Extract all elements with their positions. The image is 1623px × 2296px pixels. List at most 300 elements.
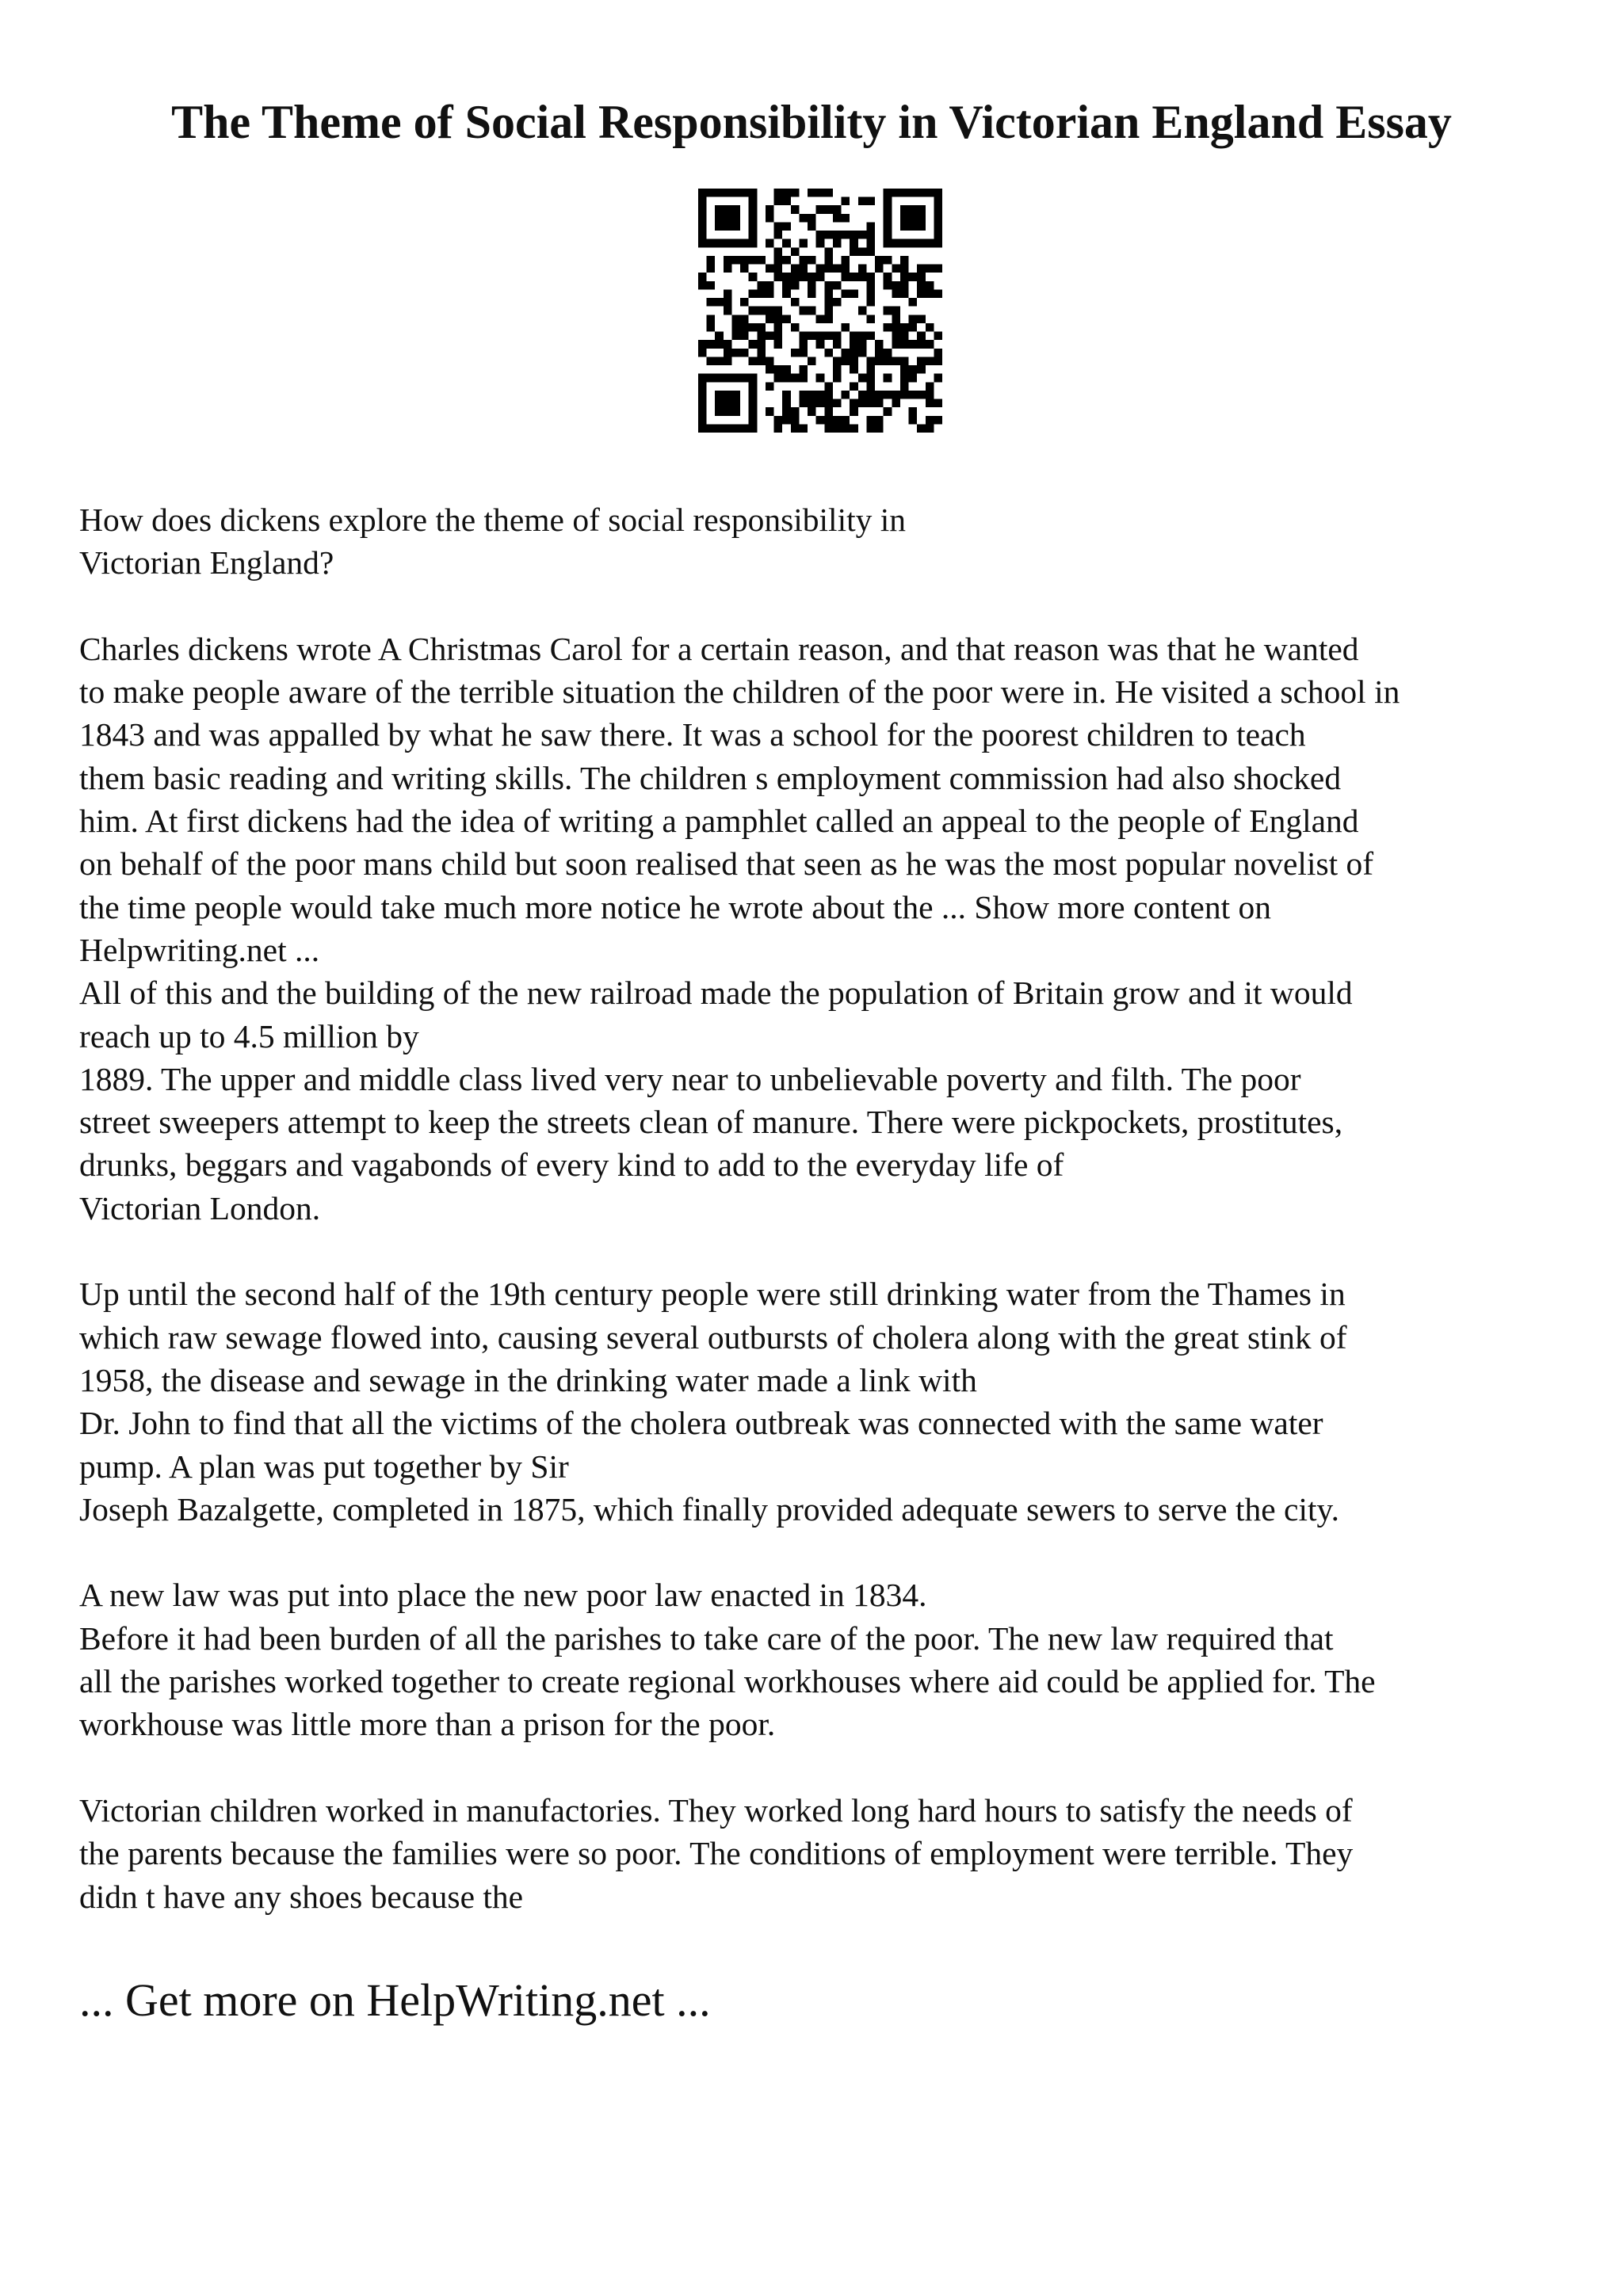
qr-module (698, 214, 707, 223)
qr-module (715, 340, 724, 349)
paragraph-line: street sweepers attempt to keep the streets clean of manure. There were pickpockets, prostitutes, (79, 1104, 1343, 1141)
qr-module (749, 214, 758, 223)
qr-module (884, 407, 892, 416)
qr-module (900, 189, 909, 197)
qr-module (791, 323, 800, 332)
qr-module (816, 399, 825, 408)
qr-module (926, 357, 934, 365)
paragraph-line: Up until the second half of the 19th century people were still drinking water from the Thames in (79, 1276, 1346, 1313)
qr-module (850, 399, 858, 408)
qr-module (791, 374, 800, 383)
qr-module (749, 256, 758, 265)
qr-module (866, 298, 875, 307)
qr-module (892, 289, 900, 298)
qr-module (850, 289, 858, 298)
qr-module (757, 256, 766, 265)
qr-module (833, 265, 842, 273)
qr-module (934, 214, 942, 223)
qr-module (698, 231, 707, 239)
qr-module (866, 374, 875, 383)
qr-module (698, 374, 707, 383)
qr-module (884, 374, 892, 383)
qr-module (900, 391, 909, 399)
qr-module (884, 231, 892, 239)
qr-module (715, 298, 724, 307)
qr-module (816, 416, 825, 425)
qr-module (766, 281, 774, 290)
qr-module (808, 307, 816, 315)
qr-module (884, 391, 892, 399)
qr-code-graphic (698, 189, 942, 433)
qr-module (808, 273, 816, 281)
qr-module (824, 256, 833, 265)
qr-module (724, 424, 732, 433)
qr-module (782, 416, 791, 425)
qr-module (724, 222, 732, 231)
essay-body (79, 498, 1585, 1918)
qr-module (884, 357, 892, 365)
qr-module (698, 416, 707, 425)
qr-module (715, 357, 724, 365)
qr-module (724, 239, 732, 248)
qr-module (707, 424, 716, 433)
qr-module (926, 416, 934, 425)
qr-module (892, 399, 900, 408)
qr-module (884, 197, 892, 206)
document-title: The Theme of Social Responsibility in Victorian England Essay (171, 96, 1452, 148)
qr-module (866, 239, 875, 248)
qr-module (774, 374, 783, 383)
qr-module (892, 315, 900, 323)
qr-module (900, 265, 909, 273)
qr-module (900, 214, 909, 223)
qr-module (808, 222, 816, 231)
qr-module (707, 256, 716, 265)
qr-module (766, 239, 774, 248)
qr-module (782, 399, 791, 408)
qr-module (740, 256, 749, 265)
qr-module (934, 374, 942, 383)
qr-module (731, 222, 740, 231)
paragraph-line: the time people would take much more notice he wrote about the ... Show more content on (79, 888, 1271, 925)
qr-module (774, 307, 783, 315)
qr-module (884, 205, 892, 214)
qr-module (850, 357, 858, 365)
qr-module (766, 382, 774, 391)
qr-module (850, 349, 858, 357)
paragraph-line: to make people aware of the terrible situation the children of the poor were in. He visited a school in (79, 673, 1400, 711)
qr-module (749, 391, 758, 399)
qr-module (892, 281, 900, 290)
qr-module (724, 357, 732, 365)
qr-module (724, 391, 732, 399)
qr-module (824, 298, 833, 307)
paragraph-gap (79, 1746, 1585, 1789)
qr-module (858, 231, 867, 239)
qr-module (842, 391, 850, 399)
qr-module (715, 239, 724, 248)
qr-module (884, 307, 892, 315)
qr-module (740, 298, 749, 307)
qr-module (724, 349, 732, 357)
qr-module (799, 399, 808, 408)
qr-module (799, 256, 808, 265)
qr-module (791, 424, 800, 433)
qr-module (900, 382, 909, 391)
qr-module (824, 315, 833, 323)
qr-module (707, 265, 716, 273)
qr-module (740, 424, 749, 433)
qr-module (749, 340, 758, 349)
qr-module (698, 281, 707, 290)
qr-module (917, 265, 926, 273)
qr-module (782, 407, 791, 416)
qr-module (842, 231, 850, 239)
qr-module (900, 323, 909, 332)
qr-module (749, 357, 758, 365)
qr-module (740, 332, 749, 341)
qr-module (917, 273, 926, 281)
qr-module (707, 315, 716, 323)
qr-module (799, 391, 808, 399)
qr-module (824, 407, 833, 416)
qr-module (715, 222, 724, 231)
qr-module (875, 424, 884, 433)
qr-module (892, 357, 900, 365)
qr-module (749, 197, 758, 206)
qr-module (715, 424, 724, 433)
qr-module (833, 424, 842, 433)
qr-module (749, 374, 758, 383)
qr-module (900, 289, 909, 298)
qr-module (749, 189, 758, 197)
qr-module (866, 332, 875, 341)
qr-module (917, 214, 926, 223)
qr-module (731, 256, 740, 265)
qr-module (766, 365, 774, 374)
qr-module (707, 298, 716, 307)
qr-module (866, 222, 875, 231)
paragraph-line: all the parishes worked together to create regional workhouses where aid could be applied for. The (79, 1663, 1376, 1700)
qr-module (900, 273, 909, 281)
qr-module (698, 407, 707, 416)
qr-module (731, 349, 740, 357)
qr-module (850, 382, 858, 391)
qr-module (842, 289, 850, 298)
qr-module (799, 424, 808, 433)
qr-module (909, 214, 918, 223)
qr-module (900, 340, 909, 349)
qr-module (900, 256, 909, 265)
qr-module (724, 289, 732, 298)
qr-module (850, 340, 858, 349)
qr-module (715, 214, 724, 223)
paragraph-line: All of this and the building of the new railroad made the population of Britain grow and it would (79, 974, 1353, 1012)
qr-module (731, 332, 740, 341)
qr-module (917, 222, 926, 231)
qr-module (724, 407, 732, 416)
qr-module (833, 205, 842, 214)
qr-module (707, 340, 716, 349)
qr-module (900, 281, 909, 290)
paragraph-line: Victorian London. (79, 1189, 321, 1226)
qr-module (866, 231, 875, 239)
qr-module (909, 205, 918, 214)
qr-module (782, 391, 791, 399)
qr-module (842, 323, 850, 332)
qr-module (698, 399, 707, 408)
qr-module (799, 349, 808, 357)
qr-module (707, 374, 716, 383)
qr-module (926, 399, 934, 408)
qr-module (782, 189, 791, 197)
qr-module (740, 265, 749, 273)
qr-module (799, 365, 808, 374)
qr-module (926, 265, 934, 273)
qr-module (707, 357, 716, 365)
qr-module (774, 340, 783, 349)
paragraph-line: Dr. John to find that all the victims of the cholera outbreak was connected with the same water (79, 1405, 1323, 1442)
qr-module (917, 189, 926, 197)
qr-module (858, 340, 867, 349)
qr-module (816, 265, 825, 273)
qr-module (909, 365, 918, 374)
qr-module (892, 265, 900, 273)
qr-module (892, 323, 900, 332)
qr-module (884, 256, 892, 265)
qr-module (766, 307, 774, 315)
qr-module (774, 189, 783, 197)
paragraph-line: Joseph Bazalgette, completed in 1875, which finally provided adequate sewers to serve the city. (79, 1490, 1339, 1527)
paragraph-line: drunks, beggars and vagabonds of every kind to add to the everyday life of (79, 1146, 1064, 1184)
qr-module (774, 332, 783, 341)
qr-module (892, 307, 900, 315)
qr-module (749, 307, 758, 315)
qr-module (850, 332, 858, 341)
qr-module (824, 332, 833, 341)
qr-module (875, 265, 884, 273)
qr-module (707, 189, 716, 197)
qr-module (782, 256, 791, 265)
qr-module (850, 273, 858, 281)
qr-module (892, 340, 900, 349)
qr-module (791, 407, 800, 416)
qr-module (766, 205, 774, 214)
paragraph-gap (79, 1531, 1585, 1573)
qr-module (824, 349, 833, 357)
qr-module (791, 273, 800, 281)
qr-module (926, 239, 934, 248)
qr-module (791, 416, 800, 425)
qr-module (766, 265, 774, 273)
qr-module (934, 357, 942, 365)
qr-module (833, 357, 842, 365)
qr-module (900, 222, 909, 231)
qr-module (808, 407, 816, 416)
paragraph-line: Before it had been burden of all the parishes to take care of the poor. The new law required that (79, 1619, 1334, 1657)
qr-module (799, 239, 808, 248)
qr-module (698, 239, 707, 248)
qr-module (866, 416, 875, 425)
qr-module (824, 231, 833, 239)
qr-module (724, 399, 732, 408)
qr-module (909, 239, 918, 248)
qr-module (740, 374, 749, 383)
qr-module (816, 391, 825, 399)
paragraph-gap (79, 1230, 1585, 1272)
qr-module (774, 222, 783, 231)
qr-module (766, 357, 774, 365)
qr-module (766, 315, 774, 323)
qr-module (757, 289, 766, 298)
qr-module (833, 231, 842, 239)
qr-module (850, 239, 858, 248)
qr-module (875, 357, 884, 365)
qr-module (707, 239, 716, 248)
qr-module (909, 298, 918, 307)
qr-module (698, 197, 707, 206)
qr-module (731, 214, 740, 223)
qr-module (934, 265, 942, 273)
qr-module (833, 281, 842, 290)
qr-module (782, 315, 791, 323)
qr-module (724, 265, 732, 273)
qr-module (833, 332, 842, 341)
qr-module (833, 214, 842, 223)
qr-module (740, 323, 749, 332)
qr-module (774, 424, 783, 433)
qr-module (892, 391, 900, 399)
qr-module (749, 205, 758, 214)
qr-module (850, 247, 858, 256)
qr-module (740, 239, 749, 248)
qr-module (715, 391, 724, 399)
qr-module (698, 222, 707, 231)
get-more-link[interactable]: ... Get more on HelpWriting.net ... (79, 1974, 711, 2026)
qr-module (774, 197, 783, 206)
qr-module (866, 365, 875, 374)
qr-module (782, 289, 791, 298)
qr-module (757, 332, 766, 341)
qr-module (833, 416, 842, 425)
qr-module (757, 349, 766, 357)
qr-module (850, 365, 858, 374)
qr-module (749, 323, 758, 332)
qr-module (842, 424, 850, 433)
paragraph-gap (79, 585, 1585, 627)
paragraph-line: which raw sewage flowed into, causing several outbursts of cholera along with the great stink of (79, 1318, 1347, 1356)
qr-module (909, 407, 918, 416)
qr-module (917, 424, 926, 433)
qr-module (774, 365, 783, 374)
qr-module (892, 239, 900, 248)
qr-module (824, 281, 833, 290)
qr-module (824, 399, 833, 408)
paragraph-line: the parents because the families were so poor. The conditions of employment were terrible. They (79, 1835, 1354, 1872)
paragraph-line: 1958, the disease and sewage in the drinking water made a link with (79, 1361, 977, 1398)
qr-module (816, 231, 825, 239)
qr-module (884, 281, 892, 290)
qr-module (791, 298, 800, 307)
qr-module (917, 365, 926, 374)
qr-module (917, 281, 926, 290)
qr-module (774, 265, 783, 273)
qr-module (833, 399, 842, 408)
qr-module (934, 189, 942, 197)
qr-module (824, 424, 833, 433)
qr-module (900, 374, 909, 383)
qr-module (824, 382, 833, 391)
qr-module (816, 332, 825, 341)
qr-module (858, 374, 867, 383)
qr-module (698, 391, 707, 399)
qr-module (749, 424, 758, 433)
qr-module (707, 281, 716, 290)
qr-module (900, 332, 909, 341)
qr-module (866, 281, 875, 290)
qr-module (774, 315, 783, 323)
qr-module (858, 332, 867, 341)
paragraph-line: Charles dickens wrote A Christmas Carol for a certain reason, and that reason was that he wanted (79, 630, 1359, 667)
qr-module (782, 239, 791, 248)
qr-module (808, 281, 816, 290)
qr-module (875, 256, 884, 265)
qr-module (824, 189, 833, 197)
qr-module (766, 289, 774, 298)
qr-module (749, 416, 758, 425)
qr-module (791, 349, 800, 357)
qr-module (774, 247, 783, 256)
qr-module (731, 205, 740, 214)
qr-module (875, 349, 884, 357)
qr-module (816, 189, 825, 197)
qr-module (884, 349, 892, 357)
paragraph-line: didn t have any shoes because the (79, 1878, 524, 1915)
qr-module (833, 239, 842, 248)
qr-module (816, 205, 825, 214)
qr-module (698, 340, 707, 349)
qr-module (892, 332, 900, 341)
qr-module (731, 399, 740, 408)
qr-module (866, 247, 875, 256)
qr-code-icon[interactable] (698, 189, 942, 433)
qr-module (917, 289, 926, 298)
qr-module (934, 197, 942, 206)
qr-module (749, 289, 758, 298)
qr-module (791, 205, 800, 214)
qr-module (698, 424, 707, 433)
qr-module (900, 357, 909, 365)
qr-module (731, 315, 740, 323)
paragraph-line: Helpwriting.net ... (79, 931, 320, 968)
qr-module (774, 323, 783, 332)
qr-module (917, 340, 926, 349)
qr-module (698, 273, 707, 281)
paragraph-line: them basic reading and writing skills. The children s employment commission had also shocked (79, 759, 1342, 796)
qr-module (917, 357, 926, 365)
qr-module (926, 340, 934, 349)
qr-module (858, 399, 867, 408)
qr-module (724, 340, 732, 349)
qr-module (782, 365, 791, 374)
qr-module (884, 214, 892, 223)
qr-module (698, 205, 707, 214)
qr-module (858, 391, 867, 399)
qr-module (715, 374, 724, 383)
qr-module (926, 391, 934, 399)
paragraph-line: A new law was put into place the new poor law enacted in 1834. (79, 1577, 927, 1614)
paragraph-line: Victorian England? (79, 544, 334, 582)
